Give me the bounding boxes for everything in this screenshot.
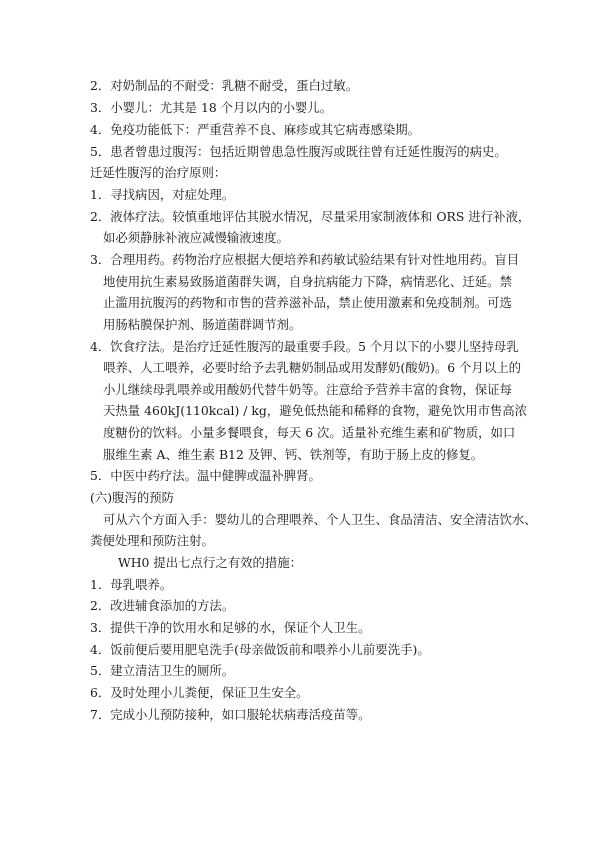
treatment-item-4-cont: 服维生素 A、维生素 B12 及钾、钙、铁剂等，有助于肠上皮的修复。 [103, 447, 484, 462]
risk-item-3: 3．小婴儿：尤其是 18 个月以内的小婴儿。 [90, 100, 333, 115]
treatment-item-2: 2．液体疗法。较慎重地评估其脱水情况，尽量采用家制液体和 ORS 进行补液， [90, 209, 531, 224]
treatment-item-4-cont: 喂养、人工喂养，必要时给予去乳糖奶制品或用发酵奶(酸奶)。6 个月以上的 [103, 360, 521, 375]
risk-item-4: 4．免疫功能低下：严重营养不良、麻疹或其它病毒感染期。 [90, 122, 421, 137]
who-measure-5: 5．建立清洁卫生的厕所。 [90, 663, 235, 678]
treatment-item-1: 1．寻找病因，对症处理。 [90, 187, 235, 202]
treatment-item-4: 4．饮食疗法。是治疗迁延性腹泻的最重要手段。5 个月以下的小婴儿坚持母乳 [90, 339, 519, 354]
who-measure-6: 6．及时处理小儿粪便，保证卫生安全。 [90, 685, 309, 700]
treatment-item-4-cont: 天热量 460kJ(110kcal) / kg，避免低热能和稀释的食物，避免饮用市售高浓 [103, 403, 528, 418]
prevention-paragraph-cont: 粪便处理和预防注射。 [90, 533, 214, 548]
who-measure-4: 4．饭前便后要用肥皂洗手(母亲做饭前和喂养小儿前要洗手)。 [90, 642, 430, 657]
treatment-item-4-cont: 小儿继续母乳喂养或用酸奶代替牛奶等。注意给予营养丰富的食物，保证每 [103, 382, 512, 397]
who-measure-3: 3．提供干净的饮用水和足够的水，保证个人卫生。 [90, 620, 371, 635]
who-measure-2: 2．改进辅食添加的方法。 [90, 598, 235, 613]
treatment-item-3-cont: 用肠粘膜保护剂、肠道菌群调节剂。 [103, 317, 302, 332]
who-measures-intro: WH0 提出七点行之有效的措施： [118, 555, 303, 570]
treatment-item-3-cont: 止滥用抗腹泻的药物和市售的营养滋补品，禁止使用激素和免疫制剂。可选 [103, 295, 512, 310]
treatment-heading: 迁延性腹泻的治疗原则： [90, 165, 227, 180]
who-measure-7: 7．完成小儿预防接种，如口服轮状病毒活疫苗等。 [90, 707, 371, 722]
risk-item-5: 5．患者曾患过腹泻：包括近期曾患急性腹泻或既往曾有迁延性腹泻的病史。 [90, 144, 507, 159]
treatment-item-5: 5．中医中药疗法。温中健脾或温补脾肾。 [90, 468, 321, 483]
prevention-heading: (六)腹泻的预防 [90, 490, 175, 505]
risk-item-2: 2．对奶制品的不耐受：乳糖不耐受，蛋白过敏。 [90, 78, 359, 93]
treatment-item-3: 3．合理用药。药物治疗应根据大便培养和药敏试验结果有针对性地用药。盲目 [90, 252, 520, 267]
treatment-item-3-cont: 地使用抗生素易致肠道菌群失调，自身抗病能力下降，病情恶化、迁延。禁 [103, 274, 512, 289]
prevention-paragraph: 可从六个方面入手：婴幼儿的合理喂养、个人卫生、食品清洁、安全清洁饮水、 [103, 512, 537, 527]
who-measure-1: 1．母乳喂养。 [90, 577, 173, 592]
treatment-item-4-cont: 度糖份的饮料。小量多餐喂食，每天 6 次。适量补充维生素和矿物质，如口 [103, 425, 516, 440]
treatment-item-2-cont: 如必须静脉补液应减慢输液速度。 [103, 230, 289, 245]
